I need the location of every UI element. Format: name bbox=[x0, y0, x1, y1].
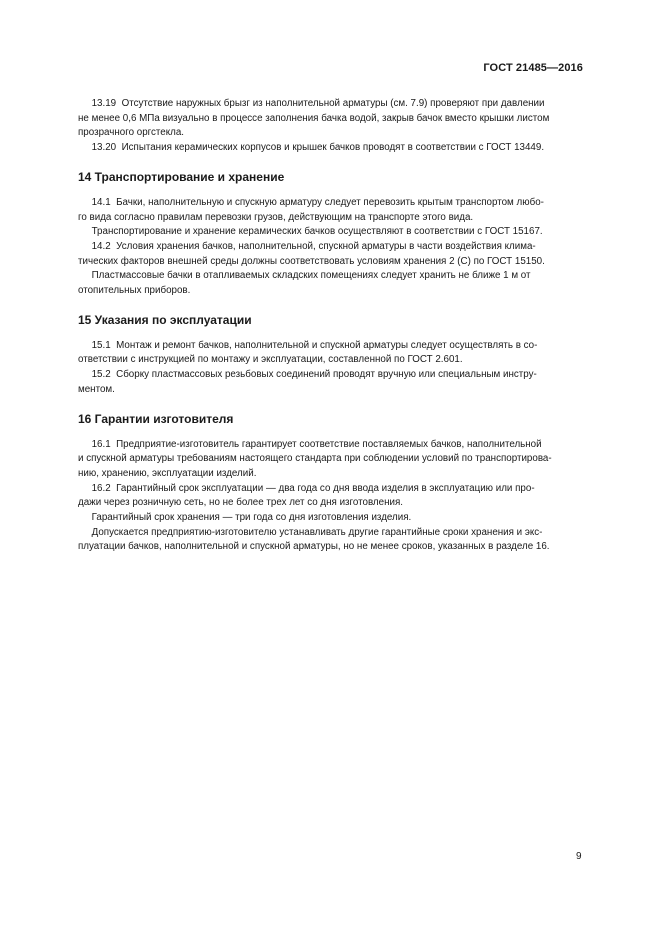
paragraph bbox=[78, 97, 583, 141]
paragraph bbox=[78, 438, 583, 482]
paragraph bbox=[78, 269, 583, 298]
paragraph-line: 14.1 Бачки, наполнительную и спускную арматуру следует перевозить крытым транспортом любо- bbox=[78, 196, 544, 208]
paragraph bbox=[78, 368, 583, 397]
page-number: 9 bbox=[576, 851, 582, 862]
paragraph-line: го вида согласно правилам перевозки грузов, действующим на транспорте этого вида. bbox=[78, 211, 474, 223]
paragraph-line: ментом. bbox=[78, 383, 115, 395]
paragraph-line: тических факторов внешней среды должны соответствовать условиям хранения 2 (С) по ГОСТ 15150. bbox=[78, 255, 545, 267]
paragraph bbox=[78, 225, 583, 240]
paragraph-line: 16.1 Предприятие-изготовитель гарантирует соответствие поставляемых бачков, наполнительной bbox=[78, 438, 542, 450]
paragraph bbox=[78, 339, 583, 368]
paragraph-line: 14.2 Условия хранения бачков, наполнительной, спускной арматуры в части воздействия клима- bbox=[78, 240, 536, 252]
paragraph bbox=[78, 511, 583, 526]
section-heading: 15 Указания по эксплуатации bbox=[78, 312, 252, 327]
paragraph bbox=[78, 240, 583, 269]
paragraph-line: 13.20 Испытания керамических корпусов и крышек бачков проводят в соответствии с ГОСТ 13449. bbox=[78, 142, 545, 154]
paragraph-line: 16.2 Гарантийный срок эксплуатации — два года со дня ввода изделия в эксплуатацию или про- bbox=[78, 482, 535, 494]
paragraph bbox=[78, 141, 583, 156]
paragraph-line: Гарантийный срок хранения — три года со дня изготовления изделия. bbox=[78, 512, 412, 524]
paragraph-line: Транспортирование и хранение керамических бачков осуществляют в соответствии с ГОСТ 15167. bbox=[78, 226, 543, 238]
paragraph-line: не менее 0,6 МПа визуально в процессе заполнения бачка водой, закрыв бачок вместо крышки листом bbox=[78, 112, 550, 124]
paragraph bbox=[78, 526, 583, 555]
paragraph-line: прозрачного оргстекла. bbox=[78, 127, 185, 139]
document-code: ГОСТ 21485—2016 bbox=[483, 62, 583, 74]
paragraph-line: Пластмассовые бачки в отапливаемых складских помещениях следует хранить не ближе 1 м от bbox=[78, 270, 531, 282]
paragraph-line: 15.1 Монтаж и ремонт бачков, наполнительной и спускной арматуры следует осуществлять в со- bbox=[78, 339, 538, 351]
paragraph-line: 15.2 Сборку пластмассовых резьбовых соединений проводят вручную или специальным инстру- bbox=[78, 369, 537, 381]
paragraph bbox=[78, 196, 583, 225]
paragraph-line: и спускной арматуры требованиям настоящего стандарта при соблюдении условий по транспортирова- bbox=[78, 453, 552, 465]
paragraph-line: Допускается предприятию-изготовителю устанавливать другие гарантийные сроки хранения и экс- bbox=[78, 526, 543, 538]
paragraph bbox=[78, 482, 583, 511]
paragraph-line: 13.19 Отсутствие наружных брызг из наполнительной арматуры (см. 7.9) проверяют при давлении bbox=[78, 98, 545, 109]
section-heading: 16 Гарантии изготовителя bbox=[78, 411, 234, 426]
paragraph-line: плуатации бачков, наполнительной и спускной арматуры, но не менее сроков, указанных в разделе 16. bbox=[78, 541, 550, 553]
paragraph-line: нию, хранению, эксплуатации изделий. bbox=[78, 467, 257, 479]
section-heading: 14 Транспортирование и хранение bbox=[78, 169, 285, 184]
paragraph-line: отопительных приборов. bbox=[78, 285, 191, 297]
paragraph-line: ответствии с инструкцией по монтажу и эксплуатации, составленной по ГОСТ 2.601. bbox=[78, 354, 463, 366]
document-body bbox=[78, 97, 583, 555]
paragraph-line: дажи через розничную сеть, но не более трех лет со дня изготовления. bbox=[78, 497, 404, 509]
